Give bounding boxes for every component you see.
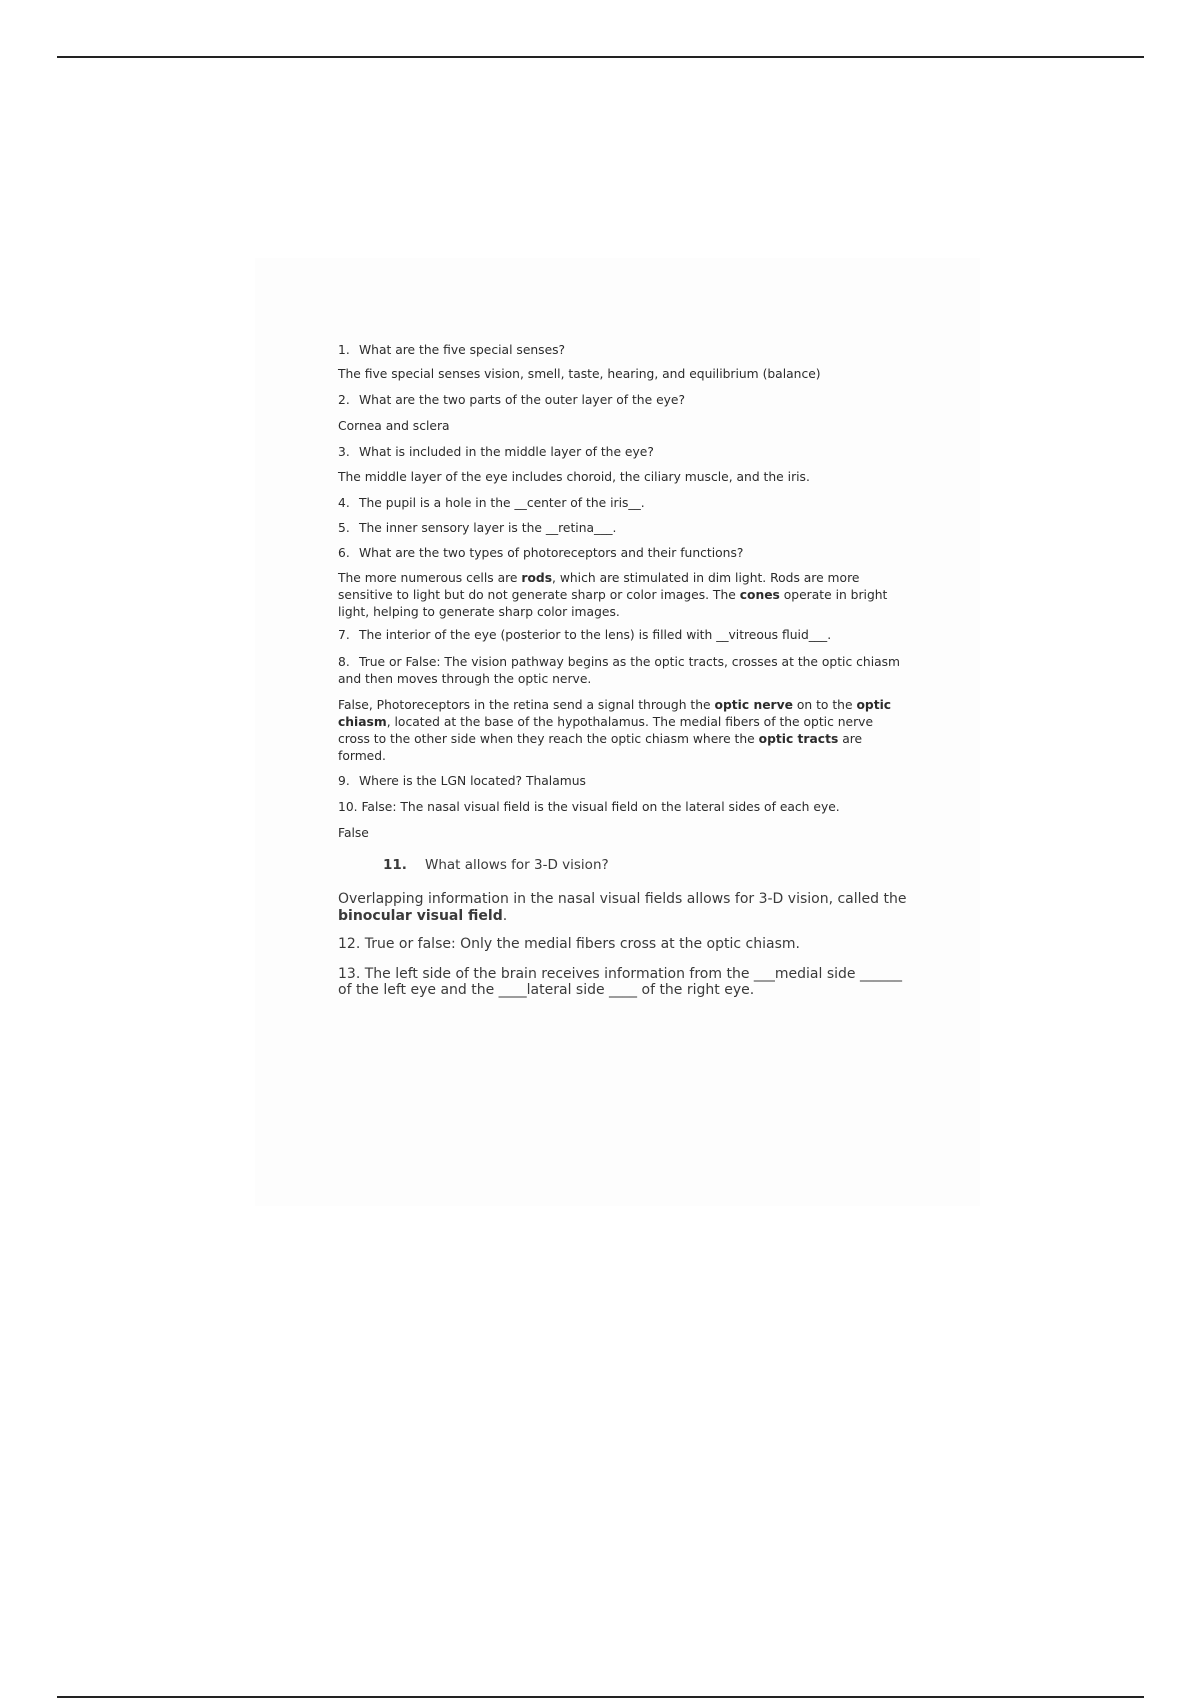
answer-10: False bbox=[338, 826, 369, 840]
question-13: 13. The left side of the brain receives information from the ___medial side ______ of the left eye and the ____lateral side ____ of the right eye. bbox=[338, 965, 902, 998]
question-11 bbox=[338, 857, 908, 874]
question-9 bbox=[338, 773, 908, 790]
answer-text: The more numerous cells are bbox=[338, 571, 522, 585]
question-2 bbox=[338, 392, 908, 409]
question-number: 11. bbox=[383, 857, 407, 873]
document-content bbox=[338, 342, 908, 999]
question-number: 8. bbox=[338, 655, 350, 669]
question-text: What are the five special senses? bbox=[359, 343, 566, 357]
answer-text: on to the bbox=[792, 698, 857, 712]
answer-2: Cornea and sclera bbox=[338, 419, 450, 433]
term-cones: cones bbox=[739, 588, 780, 602]
answer-text: Overlapping information in the nasal visual fields allows for 3-D vision, called the bbox=[338, 891, 907, 907]
question-text: What is included in the middle layer of the eye? bbox=[359, 445, 654, 459]
question-number: 6. bbox=[338, 546, 350, 560]
question-text: The inner sensory layer is the __retina___. bbox=[359, 521, 617, 535]
question-text: What are the two types of photoreceptors and their functions? bbox=[359, 546, 744, 560]
question-7 bbox=[338, 627, 908, 644]
question-text: Where is the LGN located? Thalamus bbox=[359, 774, 586, 788]
question-10: 10. False: The nasal visual field is the visual field on the lateral sides of each eye. bbox=[338, 800, 840, 814]
answer-text: . bbox=[502, 907, 508, 924]
answer-6 bbox=[338, 570, 908, 621]
answer-1: The five special senses vision, smell, taste, hearing, and equilibrium (balance) bbox=[338, 367, 821, 381]
page-top-rule bbox=[57, 56, 1144, 58]
answer-text: are formed. bbox=[338, 732, 863, 763]
question-3 bbox=[338, 444, 908, 461]
question-text: What allows for 3-D vision? bbox=[425, 857, 609, 873]
answer-text: , which are stimulated in dim light. Rods are more sensitive to light but do not generate sharp or color images. The bbox=[338, 571, 860, 602]
question-6 bbox=[338, 545, 908, 562]
answer-11 bbox=[338, 891, 908, 924]
page-bottom-rule bbox=[57, 1696, 1144, 1698]
question-number: 1. bbox=[338, 343, 350, 357]
question-number: 2. bbox=[338, 393, 350, 407]
question-number: 3. bbox=[338, 445, 350, 459]
question-text: True or False: The vision pathway begins as the optic tracts, crosses at the optic chiasm and then moves through the optic nerve. bbox=[338, 655, 901, 686]
question-number: 4. bbox=[338, 496, 350, 510]
question-4 bbox=[338, 495, 908, 512]
answer-text: False, Photoreceptors in the retina send a signal through the bbox=[338, 698, 715, 712]
question-1 bbox=[338, 342, 908, 359]
question-number: 5. bbox=[338, 521, 350, 535]
term-optic-chiasm: optic chiasm bbox=[338, 698, 892, 729]
answer-3: The middle layer of the eye includes choroid, the ciliary muscle, and the iris. bbox=[338, 470, 810, 484]
answer-text: operate in bright light, helping to generate sharp color images. bbox=[338, 588, 888, 619]
question-text: The interior of the eye (posterior to the lens) is filled with __vitreous fluid___. bbox=[359, 628, 832, 642]
term-optic-nerve: optic nerve bbox=[714, 698, 793, 712]
answer-text: , located at the base of the hypothalamus. The medial fibers of the optic nerve cross to the other side when they reach the optic chiasm where the bbox=[338, 715, 874, 746]
term-optic-tracts: optic tracts bbox=[758, 732, 839, 746]
answer-8 bbox=[338, 697, 908, 765]
question-12: 12. True or false: Only the medial fibers cross at the optic chiasm. bbox=[338, 936, 800, 952]
term-rods: rods bbox=[521, 571, 553, 585]
question-5 bbox=[338, 520, 908, 537]
question-text: The pupil is a hole in the __center of the iris__. bbox=[359, 496, 645, 510]
question-number: 9. bbox=[338, 774, 350, 788]
question-number: 7. bbox=[338, 628, 350, 642]
question-8 bbox=[338, 654, 908, 688]
term-binocular-visual-field: binocular visual field bbox=[338, 907, 503, 924]
question-text: What are the two parts of the outer layer of the eye? bbox=[359, 393, 686, 407]
